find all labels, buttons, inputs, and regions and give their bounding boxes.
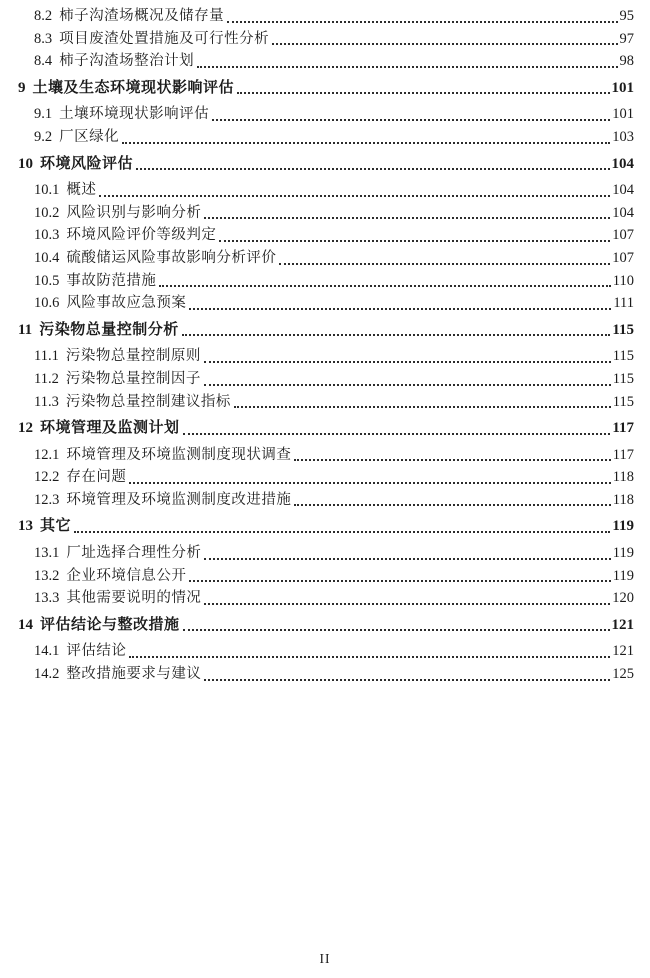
- toc-entry-title: 污染物总量控制原则: [65, 348, 201, 365]
- toc-leader-dots: [204, 558, 610, 560]
- toc-leader-dots: [212, 119, 610, 121]
- toc-entry-page: 118: [612, 491, 634, 508]
- toc-entry[interactable]: [18, 391, 634, 414]
- toc-leader-dots: [204, 384, 611, 386]
- toc-entry[interactable]: [18, 368, 634, 391]
- toc-entry[interactable]: [18, 542, 634, 565]
- toc-entry-title: 环境管理及环境监测制度现状调查: [66, 446, 292, 463]
- toc-entry-title: 土壤环境现状影响评估: [59, 106, 210, 123]
- toc-entry-page: 104: [612, 204, 634, 221]
- toc-leader-dots: [294, 504, 610, 506]
- toc-entry-number: 8.4: [34, 53, 53, 70]
- toc-entry[interactable]: [18, 179, 634, 202]
- toc-entry[interactable]: [18, 247, 634, 270]
- toc-entry-page: 115: [612, 393, 634, 410]
- toc-entry-number: 10.3: [34, 227, 60, 244]
- toc-entry-page: 117: [612, 446, 634, 463]
- toc-entry-page: 97: [619, 30, 634, 47]
- toc-entry-page: 115: [612, 348, 634, 365]
- toc-entry-title: 存在问题: [66, 469, 127, 486]
- toc-entry-title: 污染物总量控制建议指标: [65, 393, 231, 410]
- toc-entry-number: 8.2: [34, 8, 53, 24]
- toc-leader-dots: [237, 92, 609, 94]
- toc-entry[interactable]: [18, 77, 634, 100]
- toc-entry[interactable]: [18, 202, 634, 225]
- toc-entry[interactable]: [18, 270, 634, 293]
- toc-entry-number: 10.1: [34, 182, 60, 199]
- toc-entry-title: 柿子沟渣场整治计划: [59, 53, 195, 70]
- toc-entry-number: 11: [18, 321, 33, 338]
- toc-entry-page: 118: [612, 469, 634, 486]
- toc-entry-number: 8.3: [34, 30, 53, 47]
- toc-entry[interactable]: [18, 5, 634, 28]
- toc-entry-number: 10.6: [34, 295, 60, 312]
- toc-entry-number: 11.2: [34, 370, 59, 387]
- toc-entry[interactable]: [18, 640, 634, 663]
- toc-entry-page: 117: [612, 420, 634, 437]
- toc-entry-title: 评估结论: [66, 643, 127, 660]
- toc-entry-title: 环境风险评估: [40, 155, 134, 172]
- toc-entry-page: 121: [611, 616, 634, 633]
- toc-leader-dots: [234, 406, 611, 408]
- toc-entry[interactable]: [18, 614, 634, 637]
- toc-leader-dots: [122, 142, 610, 144]
- toc-entry-title: 整改措施要求与建议: [66, 666, 202, 683]
- toc-entry-page: 104: [612, 182, 634, 199]
- toc-leader-dots: [204, 217, 610, 219]
- toc-entry-number: 13.1: [34, 545, 60, 562]
- toc-entry-page: 101: [611, 79, 634, 96]
- toc-leader-dots: [204, 361, 611, 363]
- toc-leader-dots: [99, 195, 610, 197]
- toc-leader-dots: [204, 603, 610, 605]
- toc-leader-dots: [183, 629, 610, 631]
- toc-entry-title: 风险识别与影响分析: [66, 204, 202, 221]
- toc-entry-number: 14.1: [34, 643, 60, 660]
- toc-entry-page: 119: [612, 518, 634, 535]
- toc-entry[interactable]: [18, 103, 634, 126]
- toc-entry-page: 121: [612, 643, 634, 660]
- toc-entry-number: 10.2: [34, 204, 60, 221]
- toc-entry-number: 10: [18, 155, 33, 172]
- toc-entry-number: 10.4: [34, 249, 60, 266]
- toc-entry-title: 概述: [66, 182, 97, 199]
- toc-entry-page: 98: [619, 53, 634, 70]
- toc-entry-page: 119: [612, 545, 634, 562]
- toc-entry[interactable]: [18, 50, 634, 73]
- toc-entry-number: 12: [18, 420, 33, 437]
- toc-leader-dots: [219, 240, 610, 242]
- toc-entry-number: 13.2: [34, 567, 60, 584]
- toc-entry-title: 厂区绿化: [59, 128, 120, 145]
- toc-entry-title: 环境风险评价等级判定: [66, 227, 217, 244]
- toc-entry-page: 110: [612, 272, 634, 289]
- toc-leader-dots: [159, 285, 610, 287]
- toc-entry[interactable]: [18, 515, 634, 538]
- toc-entry-page: 119: [612, 567, 634, 584]
- toc-entry[interactable]: [18, 663, 634, 686]
- toc-leader-dots: [227, 21, 617, 23]
- toc-entry-number: 13.3: [34, 590, 60, 607]
- toc-entry-number: 13: [18, 518, 33, 535]
- toc-entry-number: 9.2: [34, 128, 53, 145]
- toc-entry[interactable]: [18, 587, 634, 610]
- toc-leader-dots: [294, 459, 610, 461]
- toc-entry-number: 11.3: [34, 393, 59, 410]
- toc-entry[interactable]: [18, 224, 634, 247]
- toc-entry-title: 其他需要说明的情况: [66, 590, 202, 607]
- toc-leader-dots: [183, 433, 611, 435]
- toc-entry-number: 9.1: [34, 106, 53, 123]
- toc-leader-dots: [189, 580, 610, 582]
- toc-entry-page: 95: [619, 8, 634, 24]
- toc-entry-number: 14.2: [34, 666, 60, 683]
- toc-leader-dots: [272, 43, 617, 45]
- toc-leader-dots: [197, 66, 617, 68]
- toc-entry[interactable]: [18, 126, 634, 149]
- toc-entry-page: 104: [611, 155, 634, 172]
- toc-entry[interactable]: [18, 319, 634, 342]
- toc-entry-title: 风险事故应急预案: [66, 295, 187, 312]
- toc-entry-page: 115: [612, 370, 634, 387]
- toc-entry-number: 12.3: [34, 491, 60, 508]
- toc-leader-dots: [129, 656, 610, 658]
- toc-entry[interactable]: [18, 345, 634, 368]
- toc-entry-title: 环境管理及监测计划: [40, 420, 180, 437]
- toc-entry[interactable]: [18, 466, 634, 489]
- toc-entry-page: 107: [612, 249, 634, 266]
- toc-entry-title: 环境管理及环境监测制度改进措施: [66, 491, 292, 508]
- toc-leader-dots: [129, 482, 610, 484]
- toc-entry-title: 污染物总量控制分析: [39, 321, 179, 338]
- toc-entry-number: 14: [18, 616, 33, 633]
- toc-leader-dots: [182, 334, 611, 336]
- toc-entry-page: 107: [612, 227, 634, 244]
- toc-entry[interactable]: [18, 292, 634, 315]
- toc-list: [18, 5, 634, 686]
- toc-leader-dots: [136, 168, 609, 170]
- toc-entry-title: 评估结论与整改措施: [40, 616, 180, 633]
- toc-entry-title: 柿子沟渣场概况及储存量: [59, 8, 225, 24]
- toc-entry[interactable]: [18, 444, 634, 467]
- toc-leader-dots: [74, 531, 610, 533]
- toc-entry-title: 事故防范措施: [66, 272, 157, 289]
- page-number: II: [319, 951, 331, 966]
- toc-entry[interactable]: [18, 28, 634, 51]
- toc-entry-number: 12.1: [34, 446, 60, 463]
- toc-entry-title: 污染物总量控制因子: [65, 370, 201, 387]
- toc-entry-number: 12.2: [34, 469, 60, 486]
- toc-entry-page: 111: [613, 295, 634, 312]
- toc-entry-page: 101: [612, 106, 634, 123]
- toc-entry-title: 其它: [40, 518, 72, 535]
- toc-entry[interactable]: [18, 489, 634, 512]
- toc-entry-title: 企业环境信息公开: [66, 567, 187, 584]
- toc-entry-page: 120: [612, 590, 634, 607]
- toc-entry-title: 项目废渣处置措施及可行性分析: [59, 30, 270, 47]
- toc-entry-number: 9: [18, 79, 26, 96]
- toc-leader-dots: [204, 679, 610, 681]
- toc-entry-number: 11.1: [34, 348, 59, 365]
- toc-entry[interactable]: [18, 417, 634, 440]
- toc-entry[interactable]: [18, 153, 634, 176]
- toc-entry-title: 硫酸储运风险事故影响分析评价: [66, 249, 277, 266]
- toc-entry-page: 115: [612, 321, 634, 338]
- toc-entry[interactable]: [18, 565, 634, 588]
- toc-entry-title: 土壤及生态环境现状影响评估: [32, 79, 235, 96]
- toc-entry-page: 125: [612, 666, 634, 683]
- toc-leader-dots: [279, 263, 610, 265]
- toc-leader-dots: [189, 308, 611, 310]
- toc-entry-title: 厂址选择合理性分析: [66, 545, 202, 562]
- toc-entry-number: 10.5: [34, 272, 60, 289]
- toc-entry-page: 103: [612, 128, 634, 145]
